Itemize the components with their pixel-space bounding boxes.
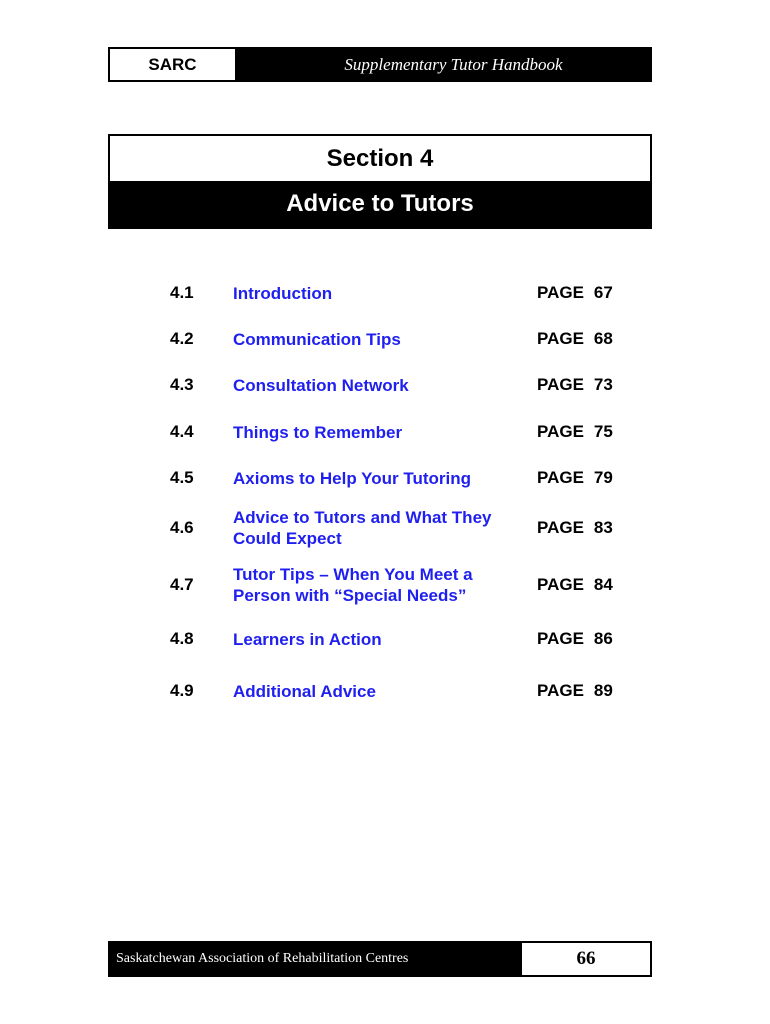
footer-org: Saskatchewan Association of Rehabilitation Centres (110, 943, 522, 975)
toc-page (533, 329, 630, 349)
header-title: Supplementary Tutor Handbook (237, 49, 650, 80)
toc-link-learners-in-action[interactable]: Learners in Action (233, 629, 382, 649)
section-title: Advice to Tutors (110, 181, 650, 227)
toc-page-number: 89 (593, 681, 613, 700)
toc-link-tutor-tips[interactable]: Tutor Tips – When You Meet a Person with “Special Needs” (233, 565, 473, 605)
toc-link-axioms[interactable]: Axioms to Help Your Tutoring (233, 468, 471, 488)
footer-page-number: 66 (522, 943, 650, 975)
toc-row (170, 421, 630, 443)
toc-number: 4.6 (170, 518, 194, 537)
toc-row (170, 282, 630, 304)
toc-link-advice-to-tutors[interactable]: Advice to Tutors and What They Could Expect (233, 508, 492, 548)
toc-page-number: 86 (593, 629, 613, 648)
toc-link-things-to-remember[interactable]: Things to Remember (233, 422, 403, 442)
toc-row (170, 563, 630, 607)
toc-link-additional-advice[interactable]: Additional Advice (233, 681, 376, 701)
header-org: SARC (110, 49, 237, 80)
toc-number: 4.4 (170, 422, 194, 441)
page-header (108, 47, 652, 82)
toc-page-label: PAGE (537, 518, 584, 537)
toc-page-label: PAGE (537, 422, 584, 441)
toc-row (170, 467, 630, 489)
toc-number: 4.1 (170, 283, 194, 302)
toc-page-label: PAGE (537, 283, 584, 302)
toc-row (170, 628, 630, 650)
toc-page (533, 283, 630, 303)
toc-page (498, 575, 630, 595)
toc-row (170, 374, 630, 396)
toc-link-communication-tips[interactable]: Communication Tips (233, 329, 401, 349)
toc-page-number: 67 (593, 283, 613, 302)
toc-page-label: PAGE (537, 575, 584, 594)
toc-row (170, 680, 630, 702)
toc-number: 4.2 (170, 329, 194, 348)
toc-row (170, 328, 630, 350)
toc-link-introduction[interactable]: Introduction (233, 283, 333, 303)
toc-page (533, 375, 630, 395)
toc-number: 4.7 (170, 575, 194, 594)
toc-page (533, 468, 630, 488)
toc-page (533, 629, 630, 649)
toc-page-number: 84 (593, 575, 613, 594)
toc-page-label: PAGE (537, 681, 584, 700)
toc-page-number: 68 (593, 329, 613, 348)
toc-page-number: 79 (593, 468, 613, 487)
toc-page (498, 518, 630, 538)
toc-page-label: PAGE (537, 329, 584, 348)
toc-page-label: PAGE (537, 375, 584, 394)
toc-number: 4.5 (170, 468, 194, 487)
section-number: Section 4 (326, 144, 434, 172)
toc-page-number: 75 (593, 422, 613, 441)
toc-number: 4.8 (170, 629, 194, 648)
toc-row (170, 506, 630, 550)
toc-number: 4.3 (170, 375, 194, 394)
page-footer (108, 941, 652, 977)
toc-link-consultation-network[interactable]: Consultation Network (233, 375, 409, 395)
section-heading (108, 134, 652, 229)
toc-page-label: PAGE (537, 629, 584, 648)
toc-page-number: 83 (593, 518, 613, 537)
toc-page (533, 681, 630, 701)
toc-page-number: 73 (593, 375, 613, 394)
toc-page-label: PAGE (537, 468, 584, 487)
toc-number: 4.9 (170, 681, 194, 700)
toc-page (533, 422, 630, 442)
